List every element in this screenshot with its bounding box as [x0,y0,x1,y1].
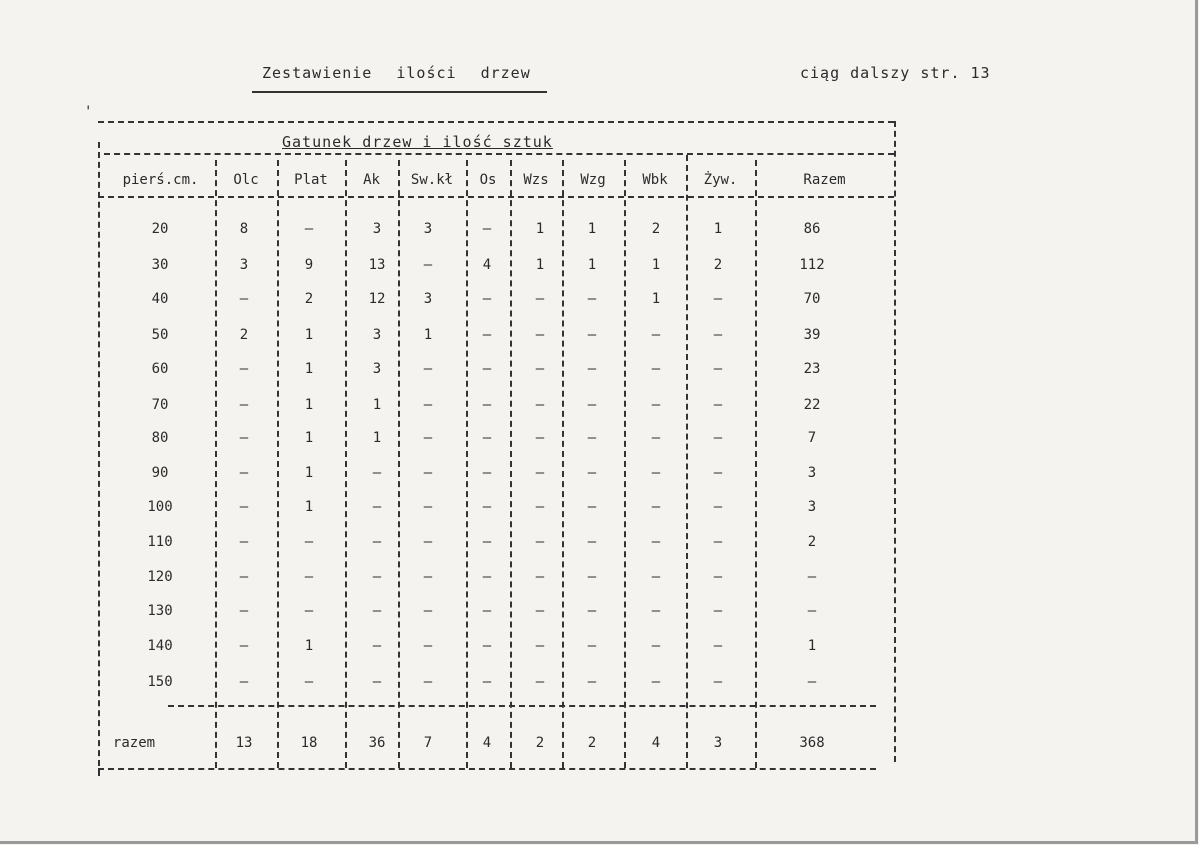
table-cell: – [651,534,661,550]
table-cell: 1 [651,291,661,307]
table-cell: – [239,638,249,654]
table-cell: – [535,534,545,550]
table-cell: – [587,674,597,690]
table-cell: – [482,327,492,343]
table-cell: – [587,638,597,654]
table-cell: 1 [304,499,314,515]
diameter-label: 80 [151,430,169,446]
table-cell: – [651,499,661,515]
diameter-label: 150 [147,674,173,690]
diameter-label: 110 [147,534,173,550]
table-cell: – [482,430,492,446]
table-cell: 1 [535,221,545,237]
table-bottom-rule [98,768,876,770]
species-header-rule [104,153,894,155]
table-cell: 3 [239,257,249,273]
table-cell: 1 [535,257,545,273]
table-cell: – [482,221,492,237]
table-cell: – [482,291,492,307]
table-cell: – [713,465,723,481]
table-cell: – [423,430,433,446]
table-cell: – [372,465,382,481]
table-cell: – [304,534,314,550]
table-cell: 3 [423,221,433,237]
total-cell: 7 [423,735,433,751]
total-cell: 18 [300,735,318,751]
col-header-swkl: Sw.kł [410,172,454,188]
table-cell: 1 [304,397,314,413]
table-cell: 70 [803,291,821,307]
table-cell: 1 [713,221,723,237]
diameter-label: 50 [151,327,169,343]
table-cell: – [651,465,661,481]
table-cell: 8 [239,221,249,237]
table-cell: – [239,534,249,550]
table-cell: – [651,603,661,619]
diameter-label: 100 [147,499,173,515]
table-cell: 3 [807,499,817,515]
table-cell: 1 [372,430,382,446]
diameter-label: 40 [151,291,169,307]
table-cell: – [482,534,492,550]
table-top-rule [98,121,894,123]
table-cell: – [423,569,433,585]
table-cell: – [651,430,661,446]
page-title: Zestawienie ilości drzew [262,64,531,82]
table-cell: – [535,674,545,690]
table-cell: – [304,603,314,619]
table-cell: – [372,638,382,654]
table-cell: – [651,397,661,413]
table-cell: 2 [304,291,314,307]
total-cell: 4 [482,735,492,751]
table-cell: – [535,638,545,654]
margin-mark: ' [84,104,93,120]
table-cell: – [482,465,492,481]
table-cell: – [535,569,545,585]
table-cell: – [372,499,382,515]
table-cell: – [713,534,723,550]
table-cell: 2 [807,534,817,550]
table-cell: – [423,534,433,550]
table-cell: – [535,430,545,446]
table-cell: 39 [803,327,821,343]
table-cell: – [807,674,817,690]
col-header-wzs: Wzs [523,172,549,188]
table-cell: – [535,499,545,515]
species-group-title: Gatunek drzew i ilość sztuk [282,133,553,151]
total-cell: 13 [235,735,253,751]
table-cell: 3 [372,221,382,237]
table-cell: – [651,638,661,654]
table-cell: – [587,291,597,307]
table-cell: – [423,465,433,481]
table-cell: – [587,534,597,550]
total-cell: 368 [799,735,825,751]
table-cell: – [587,397,597,413]
table-cell: – [535,361,545,377]
table-cell: – [423,638,433,654]
table-cell: 1 [304,465,314,481]
table-cell: 1 [423,327,433,343]
table-cell: – [423,257,433,273]
table-cell: 23 [803,361,821,377]
table-cell: – [651,327,661,343]
diameter-label: 20 [151,221,169,237]
title-underline [252,91,547,93]
table-cell: – [587,465,597,481]
table-cell: – [713,499,723,515]
table-cell: 1 [651,257,661,273]
table-cell: – [423,361,433,377]
table-cell: – [587,361,597,377]
table-cell: 1 [587,221,597,237]
total-cell: 3 [713,735,723,751]
table-cell: – [239,499,249,515]
table-cell: – [535,603,545,619]
table-cell: 1 [304,327,314,343]
table-cell: 112 [799,257,825,273]
diameter-label: 90 [151,465,169,481]
table-cell: – [423,397,433,413]
table-cell: – [713,603,723,619]
table-cell: 13 [368,257,386,273]
total-cell: 2 [587,735,597,751]
table-cell: – [587,569,597,585]
table-cell: 1 [587,257,597,273]
table-cell: – [713,327,723,343]
diameter-label: 60 [151,361,169,377]
table-cell: 1 [304,638,314,654]
table-cell: – [587,499,597,515]
table-cell: – [239,361,249,377]
table-cell: 1 [807,638,817,654]
table-cell: – [713,430,723,446]
table-cell: – [713,638,723,654]
total-cell: 2 [535,735,545,751]
column-header-rule [98,196,894,198]
table-cell: 3 [807,465,817,481]
table-cell: – [713,569,723,585]
table-cell: – [304,569,314,585]
table-cell: – [535,397,545,413]
col-header-diameter: pierś.cm. [122,172,199,188]
table-cell: 1 [304,430,314,446]
table-cell: – [482,397,492,413]
table-cell: – [482,674,492,690]
table-cell: – [482,361,492,377]
table-cell: – [372,674,382,690]
table-cell: – [239,397,249,413]
table-cell: – [239,674,249,690]
table-cell: – [239,291,249,307]
table-left-rule [98,142,100,776]
diameter-label: 30 [151,257,169,273]
column-separator [755,160,757,768]
table-cell: – [372,603,382,619]
table-cell: – [713,361,723,377]
table-cell: – [587,430,597,446]
table-cell: – [535,327,545,343]
col-header-zyw: Żyw. [703,172,738,188]
diameter-label: 140 [147,638,173,654]
table-cell: 22 [803,397,821,413]
col-header-ak: Ak [363,172,380,188]
table-cell: – [239,465,249,481]
table-cell: 7 [807,430,817,446]
table-right-rule [894,121,896,762]
col-header-razem: Razem [803,172,846,188]
table-cell: – [651,674,661,690]
col-header-wzg: Wzg [580,172,606,188]
table-cell: 1 [304,361,314,377]
table-cell: – [423,674,433,690]
table-cell: – [807,569,817,585]
table-cell: – [423,499,433,515]
table-cell: 2 [651,221,661,237]
diameter-label: 120 [147,569,173,585]
table-cell: – [239,430,249,446]
col-header-plat: Plat [294,172,328,188]
table-cell: 2 [239,327,249,343]
total-cell: 36 [368,735,386,751]
table-cell: 3 [372,361,382,377]
table-cell: 3 [423,291,433,307]
table-cell: – [535,291,545,307]
table-cell: 86 [803,221,821,237]
table-cell: – [482,569,492,585]
table-cell: 1 [372,397,382,413]
table-cell: – [423,603,433,619]
table-cell: – [482,603,492,619]
table-cell: – [651,569,661,585]
diameter-label: 70 [151,397,169,413]
table-cell: 12 [368,291,386,307]
col-header-wbk: Wbk [642,172,668,188]
table-cell: – [587,327,597,343]
table-cell: – [304,674,314,690]
table-cell: – [482,638,492,654]
total-row-label: razem [112,735,156,751]
table-cell: – [713,397,723,413]
table-cell: – [535,465,545,481]
table-cell: – [651,361,661,377]
table-cell: 3 [372,327,382,343]
table-cell: – [713,291,723,307]
total-separator-rule [168,705,876,707]
table-cell: 2 [713,257,723,273]
table-cell: – [372,534,382,550]
table-cell: – [807,603,817,619]
table-cell: – [713,674,723,690]
col-header-os: Os [479,172,497,188]
table-cell: – [372,569,382,585]
table-cell: – [239,603,249,619]
total-cell: 4 [651,735,661,751]
table-cell: 9 [304,257,314,273]
continuation-note: ciąg dalszy str. 13 [800,64,991,82]
table-cell: – [239,569,249,585]
table-cell: – [304,221,314,237]
table-cell: – [587,603,597,619]
table-cell: 4 [482,257,492,273]
diameter-label: 130 [147,603,173,619]
table-cell: – [482,499,492,515]
col-header-olc: Olc [233,172,259,188]
